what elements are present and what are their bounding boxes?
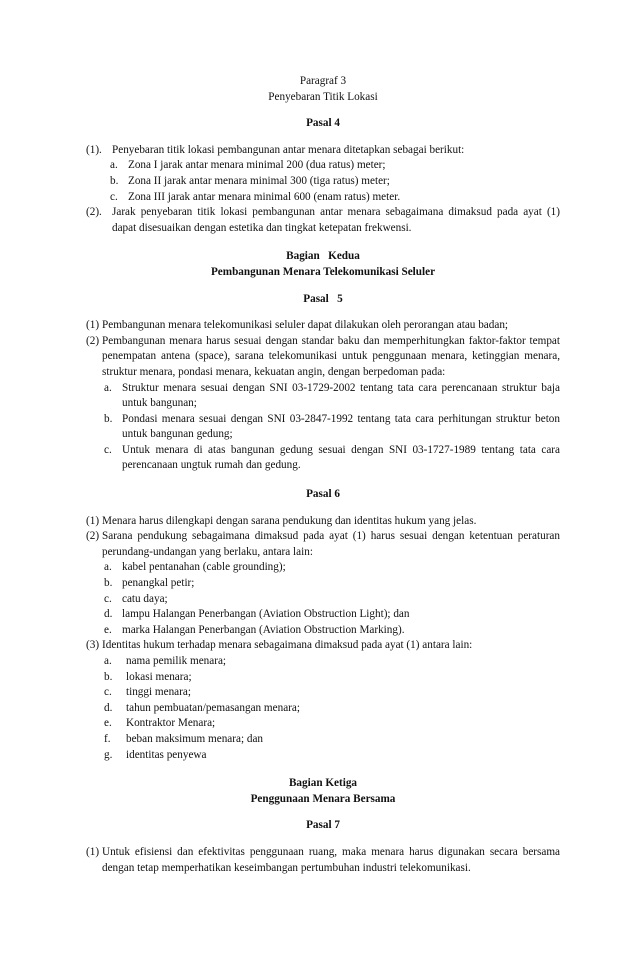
list-label: f.	[104, 732, 111, 745]
pasal-5-ayat-1	[86, 318, 560, 334]
list-label: d.	[104, 701, 113, 714]
list-text: Untuk menara di atas bangunan gedung sesuai dengan SNI 03-1727-1989 tentang tata cara perencanaan ungtuk rumah dan gedung.	[122, 443, 560, 472]
list-label: c.	[104, 592, 112, 605]
ayat-number: (2)	[86, 334, 100, 347]
list-item	[86, 732, 560, 748]
list-item	[86, 443, 560, 474]
list-item	[86, 748, 560, 764]
list-item	[86, 685, 560, 701]
pasal-6-ayat-3	[86, 638, 560, 654]
list-text: Kontraktor Menara;	[126, 717, 216, 730]
bagian-kedua-subtitle: Pembangunan Menara Telekomunikasi Seluler	[210, 265, 436, 278]
list-item	[86, 560, 560, 576]
list-label: b.	[104, 412, 113, 425]
list-text: Struktur menara sesuai dengan SNI 03-1729-2002 tentang tata cara perencanaan struktur baja untuk bangunan;	[122, 381, 560, 410]
list-label: c.	[110, 190, 118, 203]
ayat-text: Sarana pendukung sebagaimana dimaksud pada ayat (1) harus sesuai dengan ketentuan peraturan perundang-undangan yang berlaku, antara lain:	[102, 530, 560, 558]
list-label: d.	[104, 608, 113, 621]
bagian-kedua-title: Bagian Kedua	[286, 250, 360, 263]
list-item	[86, 670, 560, 686]
list-item	[86, 607, 560, 623]
ayat-number: (3)	[86, 639, 100, 652]
pasal-6-title: Pasal 6	[306, 488, 340, 501]
list-item	[86, 701, 560, 717]
list-text: penangkal petir;	[122, 577, 195, 590]
list-label: a.	[104, 561, 112, 574]
list-label: a.	[110, 159, 118, 172]
list-label: e.	[104, 623, 112, 636]
list-label: a.	[104, 655, 112, 667]
list-text: Pondasi menara sesuai dengan SNI 03-2847-1992 tentang tata cara perhitungan struktur beton untuk bangunan gedung;	[122, 412, 560, 441]
list-text: lampu Halangan Penerbangan (Aviation Obstruction Light); dan	[122, 608, 410, 621]
list-text: Zona II jarak antar menara minimal 300 (tiga ratus) meter;	[128, 174, 390, 187]
list-item	[86, 412, 560, 443]
ayat-text: Identitas hukum terhadap menara sebagaimana dimaksud pada ayat (1) antara lain:	[102, 639, 473, 652]
ayat-number: (1)	[86, 319, 100, 332]
pasal-4-body	[86, 143, 560, 237]
list-text: Zona I jarak antar menara minimal 200 (dua ratus) meter;	[128, 159, 386, 172]
pasal-7-body	[86, 845, 560, 876]
ayat-text: Pembangunan menara harus sesuai dengan standar baku dan memperhitungkan faktor-faktor tempat penempatan antena (space), sarana telekomunikasi untuk penggunaan menara, ketinggian menara, struktur menara, pondasi menara, kekuatan angin, dengan berpedoman pada:	[102, 334, 560, 378]
list-item	[86, 623, 560, 639]
list-text: identitas penyewa	[126, 748, 207, 761]
list-item	[86, 592, 560, 608]
pasal-4-ayat-1	[86, 143, 560, 159]
pasal-6-body	[86, 514, 560, 764]
bagian-ketiga-subtitle: Penggunaan Menara Bersama	[250, 792, 396, 805]
list-label: g.	[104, 748, 113, 761]
list-item	[86, 158, 560, 174]
list-text: tinggi menara;	[126, 686, 191, 699]
pasal-7-title: Pasal 7	[306, 819, 340, 832]
list-text: tahun pembuatan/pemasangan menara;	[126, 701, 300, 714]
list-item	[86, 654, 560, 670]
ayat-text: Untuk efisiensi dan efektivitas penggunaan ruang, maka menara harus digunakan secara bersama dengan tetap memperhatikan keseimbangan pertumbuhan industri telekomunikasi.	[102, 845, 560, 874]
list-item	[86, 174, 560, 190]
pasal-5-title: Pasal 5	[303, 292, 343, 305]
list-label: b.	[110, 174, 119, 187]
pasal-6-ayat-1	[86, 514, 560, 530]
ayat-number: (1)	[86, 514, 100, 527]
list-label: b.	[104, 577, 113, 590]
pasal-5-body	[86, 318, 560, 474]
ayat-number: (1).	[86, 143, 102, 156]
list-label: c.	[104, 443, 112, 456]
bagian-ketiga-title: Bagian Ketiga	[288, 777, 358, 790]
paragraf-title: Penyebaran Titik Lokasi	[268, 90, 378, 103]
list-text: lokasi menara;	[126, 670, 192, 683]
list-item	[86, 716, 560, 732]
list-label: a.	[104, 381, 112, 394]
ayat-number: (2)	[86, 530, 100, 543]
pasal-5-ayat-2	[86, 334, 560, 381]
ayat-text: Menara harus dilengkapi dengan sarana pendukung dan identitas hukum yang jelas.	[102, 514, 477, 527]
list-item	[86, 381, 560, 412]
list-text: nama pemilik menara;	[126, 655, 227, 667]
paragraf-number: Paragraf 3	[299, 75, 347, 87]
list-label: c.	[104, 686, 112, 699]
pasal-4-title: Pasal 4	[306, 117, 340, 130]
list-label: e.	[104, 717, 112, 730]
pasal-7-ayat-1	[86, 845, 560, 876]
list-text: Zona III jarak antar menara minimal 600 (enam ratus) meter.	[128, 190, 401, 203]
list-item	[86, 190, 560, 206]
ayat-number: (1)	[86, 845, 100, 858]
pasal-6-ayat-2	[86, 529, 560, 560]
list-label: b.	[104, 670, 113, 683]
list-item	[86, 576, 560, 592]
pasal-4-ayat-2	[86, 205, 560, 236]
ayat-text: Pembangunan menara telekomunikasi seluler dapat dilakukan oleh perorangan atau badan;	[102, 319, 509, 332]
list-text: marka Halangan Penerbangan (Aviation Obstruction Marking).	[122, 623, 405, 636]
list-text: beban maksimum menara; dan	[126, 732, 264, 745]
list-text: catu daya;	[122, 592, 168, 605]
list-text: kabel pentanahan (cable grounding);	[122, 561, 286, 574]
ayat-number: (2).	[86, 206, 102, 219]
ayat-text: Penyebaran titik lokasi pembangunan antar menara ditetapkan sebagai berikut:	[112, 143, 465, 156]
ayat-text: Jarak penyebaran titik lokasi pembangunan antar menara sebagaimana dimaksud pada ayat (1) dapat disesuaikan dengan estetika dan tingkat ketepatan frekwensi.	[112, 206, 560, 234]
